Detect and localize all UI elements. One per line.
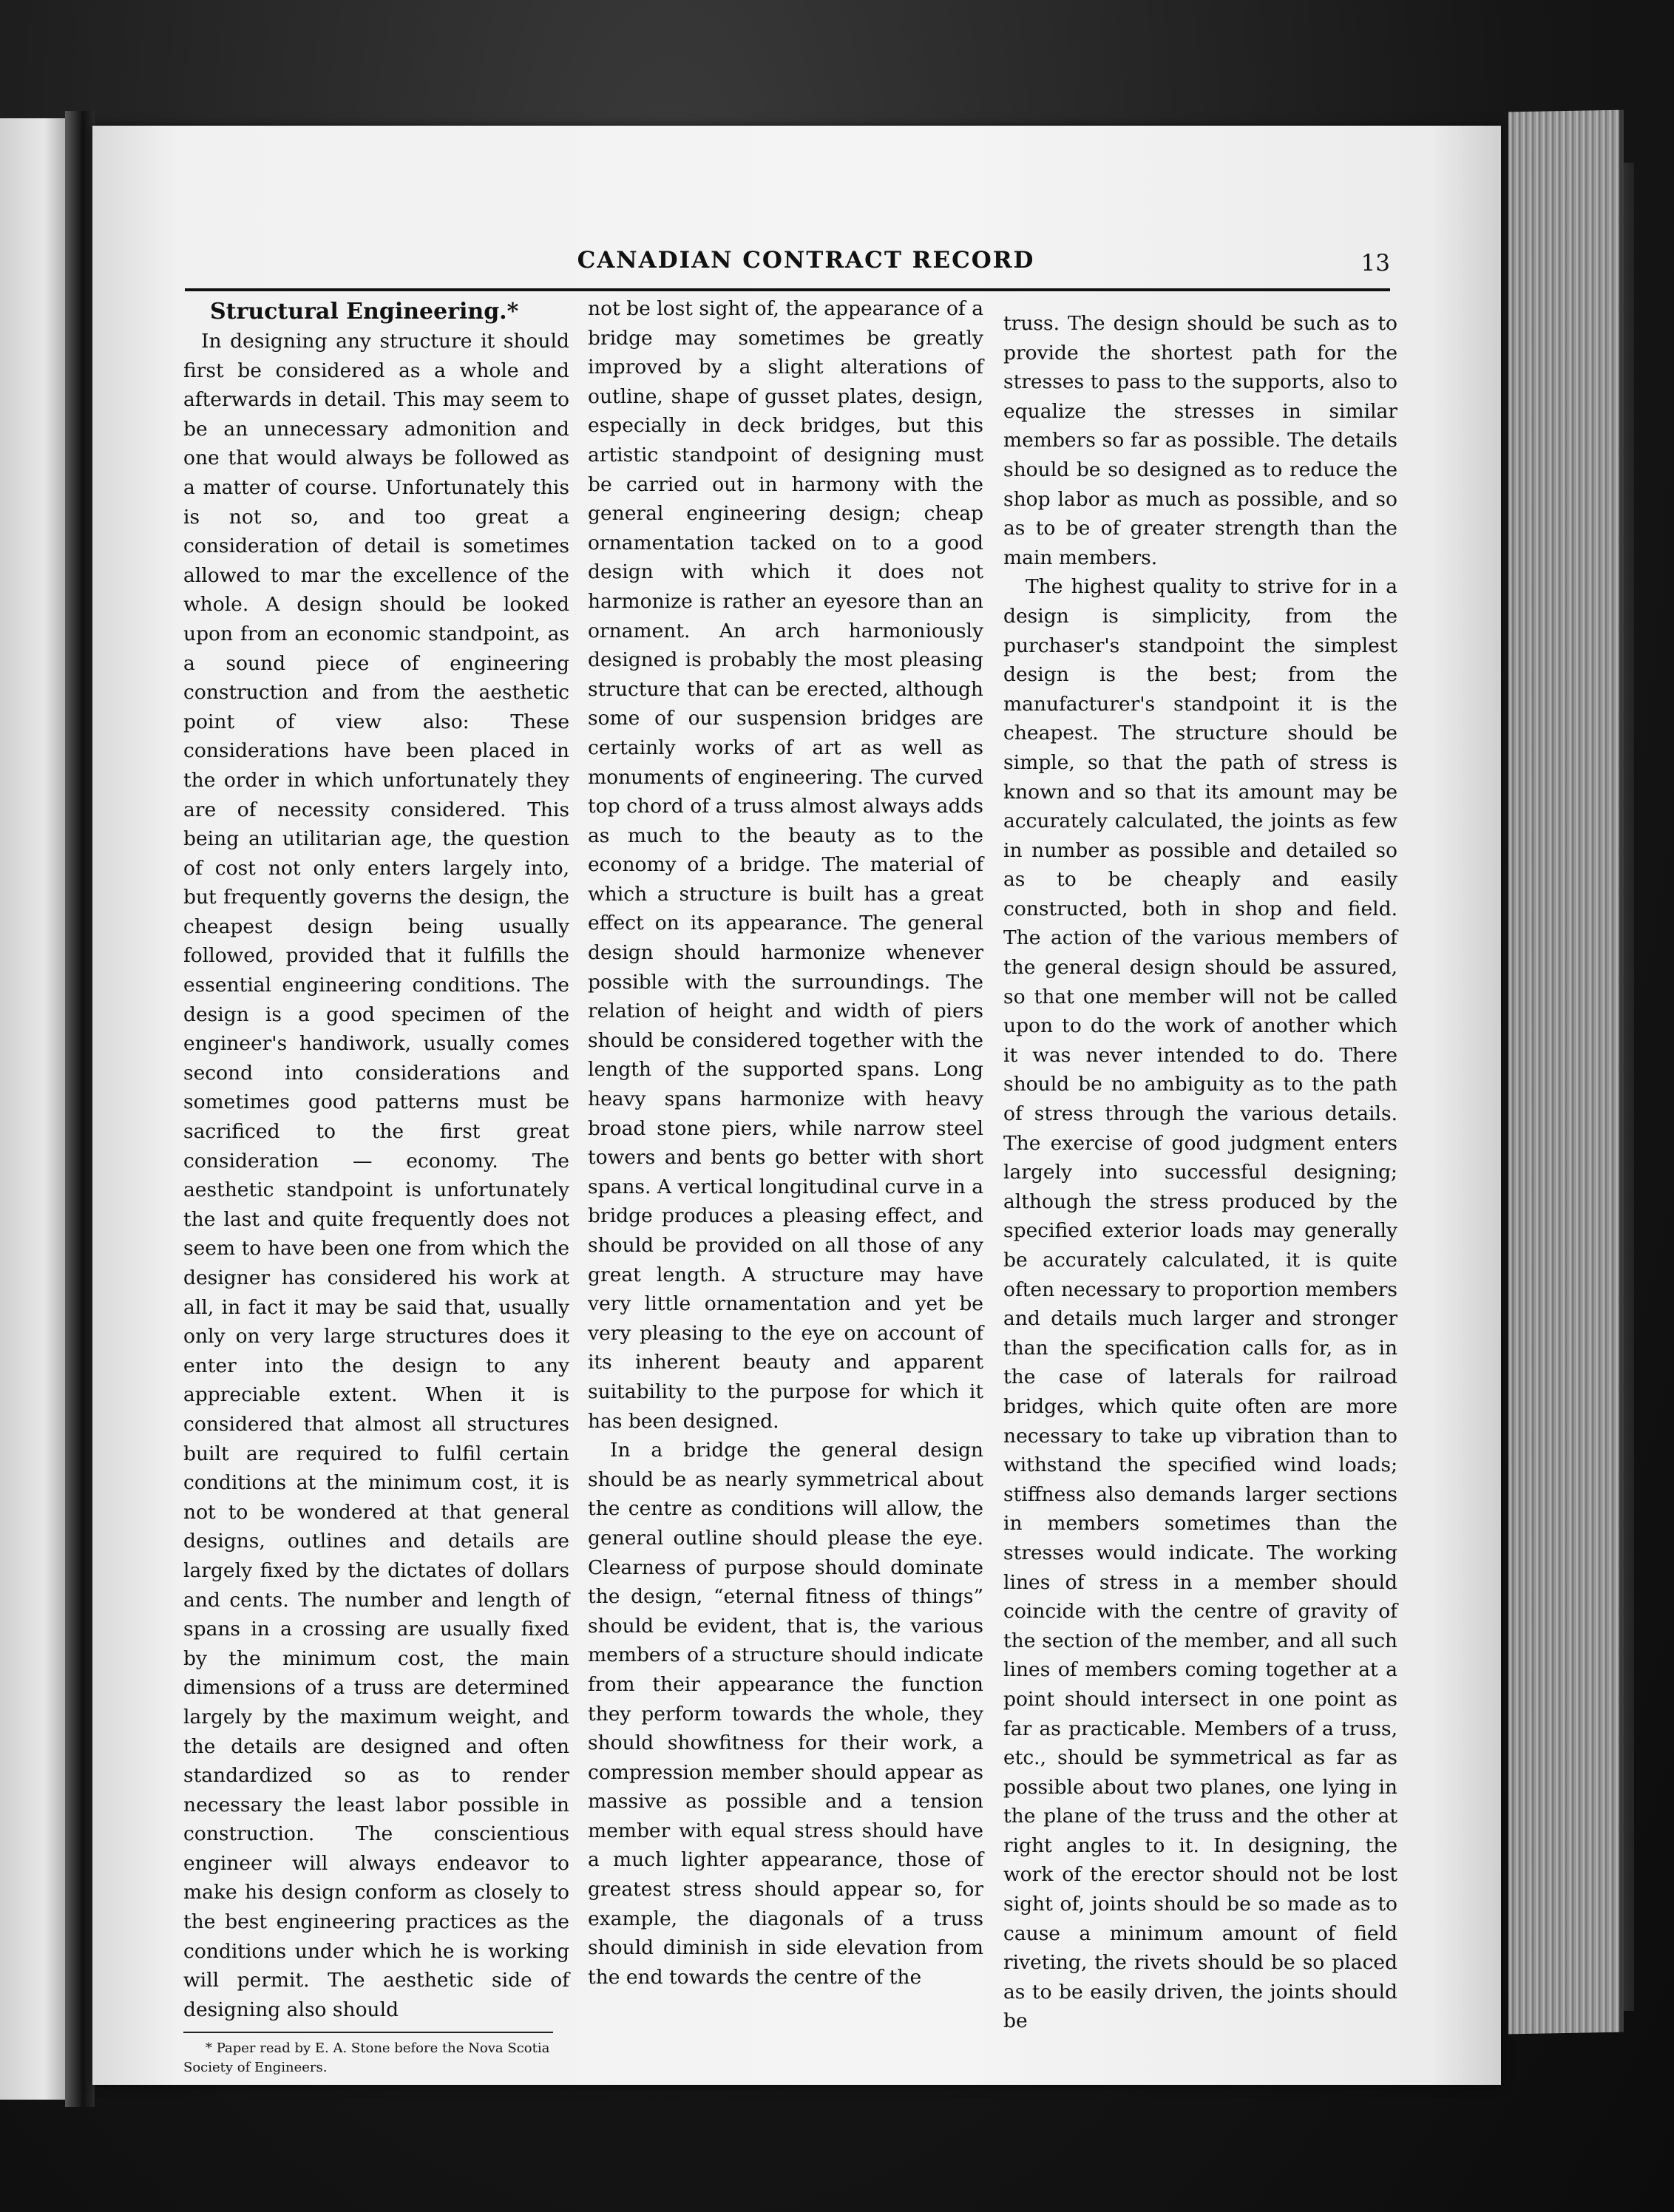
paragraph: In designing any structure it should first be considered as a whole and afterwards in detail. This may seem to be an unnecessary admonition and one that would always be followed as a matter of course. Unfortunately this is not so, and too great a consideration of detail is sometimes allowed to mar the excellence of the whole. A design should be looked upon from an economic standpoint, as a sound piece of engineering construction and from the aesthetic point of view also: These considerations have been placed in the order in which unfortunately they are of necessity considered. This being an utilitarian age, the question of cost not only enters largely into, but frequently governs the design, the cheapest design being usually followed, provided that it fulfills the essential engineering conditions. The design is a good specimen of the engineer's handiwork, usually comes second into considerations and sometimes good patterns must be sacrificed to the first great consideration — economy. The aesthetic standpoint is unfortunately the last and quite frequently does not seem to have been one from which the designer has considered his work at all, in fact it may be said that, usually only on very large structures does it enter into the design to any appreciable extent. When it is considered that almost all structures built are required to fulfil certain conditions at the minimum cost, it is not to be wondered at that general designs, outlines and details are largely fixed by the dictates of dollars and cents. The number and length of spans in a crossing are usually fixed by the minimum cost, the main dimensions of a truss are determined largely by the maximum weight, and the details are designed and often standardized so as to render necessary the least labor possible in construction. The conscientious engineer will always endeavor to make his design conform as closely to the best engineering practices as the conditions under which he is working will permit. The aesthetic side of designing also should — [183, 330, 569, 2021]
footnote-divider — [183, 2032, 553, 2033]
facing-page-edge — [0, 118, 74, 2100]
paragraph: truss. The design should be such as to provide the shortest path for the stresses to pass to the supports, also to equalize the stresses in similar members so far as possible. The details should be so designed as to reduce the shop labor as much as possible, and so as to be of greater strength than the main members. — [1003, 312, 1397, 569]
paragraph: not be lost sight of, the appearance of a bridge may sometimes be greatly improved by a slight alterations of outline, shape of gusset plates, design, especially in deck bridges, but this artistic standpoint of designing must be carried out in harmony with the general engineering design; cheap ornamentation tacked on to a good design with which it does not harmonize is rather an eyesore than an ornament. An arch harmoniously designed is probably the most pleasing structure that can be erected, although some of our suspension bridges are certainly works of art as well as monuments of engineering. The curved top chord of a truss almost always adds as much to the beauty as to the economy of a bridge. The material of which a structure is built has a great effect on its appearance. The general design should harmonize whenever possible with the surroundings. The relation of height and width of piers should be considered together with the length of the supported spans. Long heavy spans harmonize with heavy broad stone piers, while narrow steel towers and bents go better with short spans. A vertical longitudinal curve in a bridge produces a pleasing effect, and should be provided on all those of any great length. A structure may have very little ornamentation and yet be very pleasing to the eye on account of its inherent beauty and apparent suitability to the purpose for which it has been designed. — [588, 297, 983, 1433]
footnote: * Paper read by E. A. Stone before the Nova Scotia Society of Engineers. — [183, 2040, 550, 2076]
running-header — [185, 244, 1390, 291]
column-1 — [183, 297, 569, 2077]
column-3 — [1003, 309, 1397, 2036]
article-title: Structural Engineering.* — [210, 299, 519, 325]
paragraph: In a bridge the general design should be as nearly symmetrical about the centre as conditions will allow, the general outline should please the eye. Clearness of purpose should dominate the design, “eternal fitness of things” should be evident, that is, the various members of a structure should indicate from their appearance the function they perform towards the whole, they should showfitness for their work, a compression member should appear as massive as possible and a tension member with equal stress should have a much lighter appearance, those of greatest stress should appear so, for example, the diagonals of a truss should diminish in side elevation from the end towards the centre of the — [588, 1439, 983, 1989]
page-stack-edge — [1508, 110, 1624, 2035]
column-2 — [588, 294, 983, 1992]
publication-title: CANADIAN CONTRACT RECORD — [577, 247, 1035, 274]
book-gutter — [65, 111, 95, 2107]
page-number: 13 — [1360, 250, 1390, 276]
paragraph: The highest quality to strive for in a design is simplicity, from the purchaser's standpoint the simplest design is the best; from the manufacturer's standpoint it is the cheapest. The structure should be simple, so that the path of stress is known and so that its amount may be accurately calculated, the joints as few in number as possible and detailed so as to be cheaply and easily constructed, both in shop and field. The action of the various members of the general design should be assured, so that one member will not be called upon to do the work of another which it was never intended to do. There should be no ambiguity as to the path of stress through the various details. The exercise of good judgment enters largely into successful designing; although the stress produced by the specified exterior loads may generally be accurately calculated, it is quite often necessary to proportion members and details much larger and stronger than the specification calls for, as in the case of laterals for railroad bridges, which quite often are more necessary to take up vibration than to withstand the specified wind loads; stiffness also demands larger sections in members sometimes than the stresses would indicate. The working lines of stress in a member should coincide with the centre of gravity of the section of the member, and all such lines of members coming together at a point should intersect in one point as far as practicable. Members of a truss, etc., should be symmetrical as far as possible about two planes, one lying in the plane of the truss and the other at right angles to it. In designing, the work of the erector should not be lost sight of, joints should be so made as to cause a minimum amount of field riveting, the rivets should be so placed as to be easily driven, the joints should be — [1003, 575, 1397, 2033]
